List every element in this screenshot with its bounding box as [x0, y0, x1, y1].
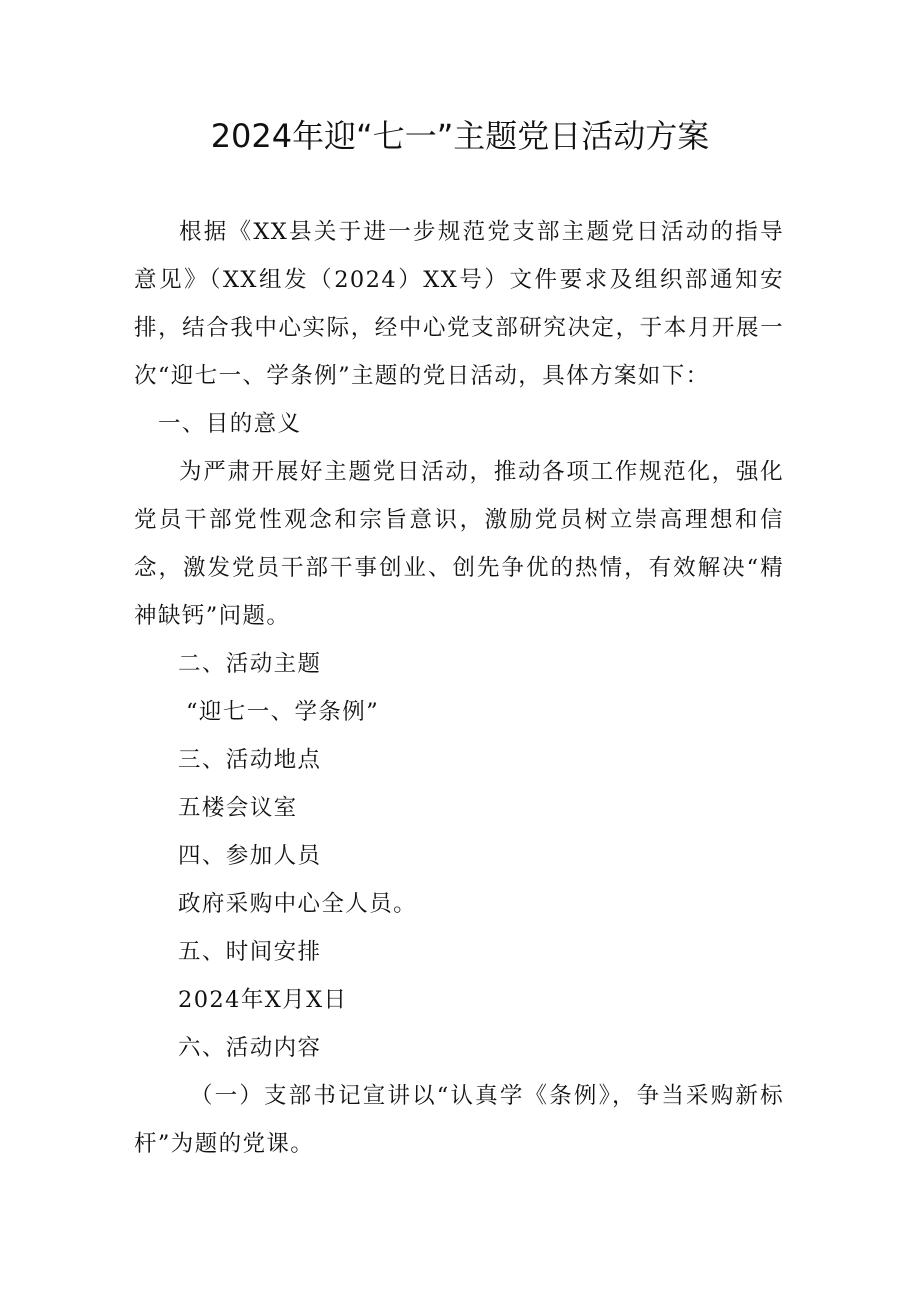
- section-heading-participants: 四、参加人员: [178, 843, 322, 869]
- section-heading-location: 三、活动地点: [178, 747, 322, 773]
- participants-text: 政府采购中心全人员。: [178, 891, 418, 917]
- schedule-text: 2024年X月X日: [178, 987, 348, 1013]
- content-item-1: （一）支部书记宣讲以“认真学《条例》，争当采购新标杆”为题的党课。: [134, 1083, 784, 1157]
- section-heading-schedule: 五、时间安排: [178, 939, 322, 965]
- theme-text: “迎七一、学条例”: [186, 699, 380, 725]
- section-heading-content: 六、活动内容: [178, 1035, 322, 1061]
- document-title: 2024年迎“七一”主题党日活动方案: [210, 117, 710, 155]
- section-heading-theme: 二、活动主题: [178, 651, 322, 677]
- intro-paragraph: 根据《XX县关于进一步规范党支部主题党日活动的指导意见》（XX组发（2024）XX号）文件要求及组织部通知安排，结合我中心实际，经中心党支部研究决定，于本月开展一次“迎七一、学条例”主题的党日活动，具体方案如下：: [134, 219, 784, 389]
- purpose-paragraph: 为严肃开展好主题党日活动，推动各项工作规范化，强化党员干部党性观念和宗旨意识，激励党员树立崇高理想和信念，激发党员干部干事创业、创先争优的热情，有效解决“精神缺钙”问题。: [134, 459, 784, 629]
- location-text: 五楼会议室: [178, 795, 298, 821]
- section-heading-purpose: 一、目的意义: [158, 411, 302, 437]
